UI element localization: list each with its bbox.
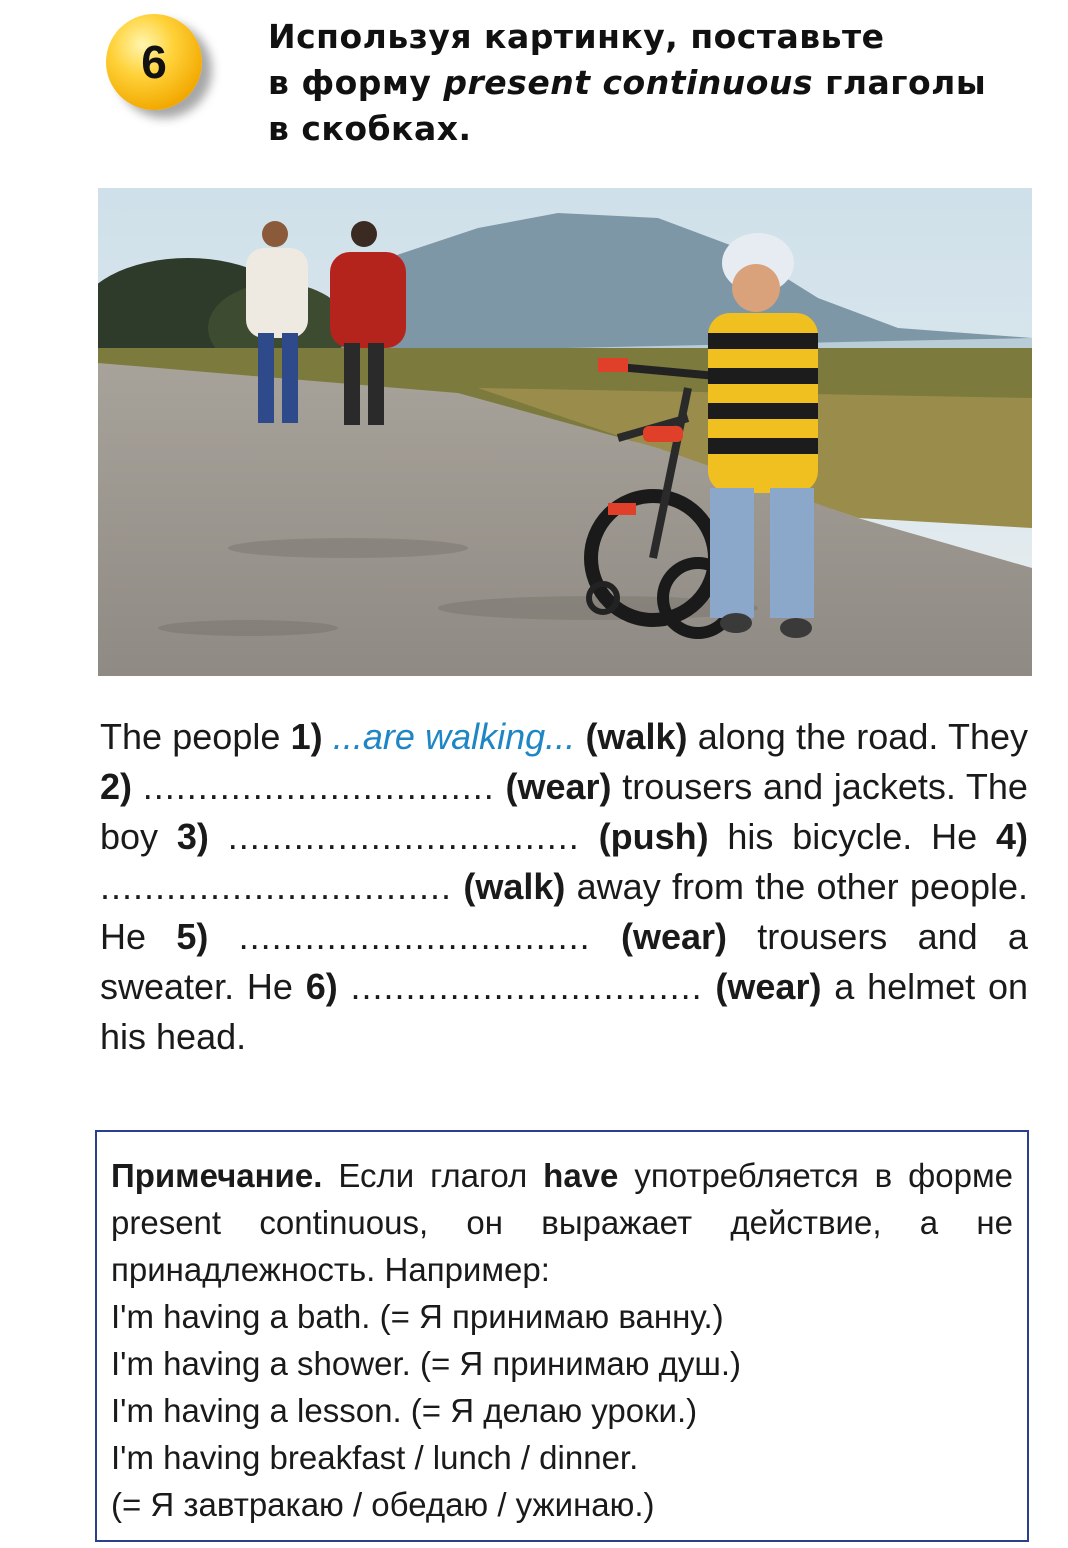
- sentence-text: trousers and jackets. The boy: [100, 766, 1028, 857]
- note-text: употребляется в форме present continuous, он выражает действие, а не принадлежность. Например:: [111, 1157, 1014, 1288]
- answer-blank-4[interactable]: ................................: [100, 866, 453, 907]
- verb-hint-3: (push): [598, 816, 709, 857]
- example-answer: ...are walking...: [332, 716, 576, 757]
- note-example: I'm having a lesson. (= Я делаю уроки.): [111, 1392, 698, 1429]
- sentence-text: They: [947, 716, 1028, 757]
- sentence-text: trousers and a sweater. He: [100, 916, 1028, 1007]
- task-line-2: [268, 60, 1038, 106]
- exercise-number: 6: [141, 36, 167, 88]
- note-example: I'm having a bath. (= Я принимаю ванну.): [111, 1298, 724, 1335]
- answer-blank-6[interactable]: ................................: [350, 966, 703, 1007]
- item-number-4: 4): [995, 816, 1028, 857]
- sentence-text: along the road.: [697, 716, 939, 757]
- verb-hint-6: (wear): [715, 966, 822, 1007]
- task-line-3: в скобках.: [268, 109, 472, 148]
- sentence-text: his bicycle. He: [727, 816, 978, 857]
- task-line-2-post: глаголы: [825, 63, 987, 102]
- verb-hint-1: (walk): [585, 716, 688, 757]
- note-verb: have: [543, 1157, 619, 1194]
- verb-hint-5: (wear): [620, 916, 727, 957]
- item-number-1: 1): [290, 716, 323, 757]
- note-example: (= Я завтракаю / обедаю / ужинаю.): [111, 1486, 655, 1523]
- answer-blank-5[interactable]: ................................: [238, 916, 591, 957]
- sentence-text: The people: [100, 716, 281, 757]
- task-line-2-pre: в форму: [268, 63, 432, 102]
- task-line-1: Используя картинку, поставьте: [268, 17, 885, 56]
- verb-hint-4: (walk): [463, 866, 566, 907]
- exercise-number-badge: [106, 14, 202, 110]
- illustration-photo: [98, 188, 1032, 676]
- note-text: Если глагол: [338, 1157, 528, 1194]
- item-number-2: 2): [100, 766, 133, 807]
- item-number-3: 3): [176, 816, 209, 857]
- note-label: Примечание.: [111, 1157, 323, 1194]
- answer-blank-3[interactable]: ................................: [227, 816, 580, 857]
- verb-hint-2: (wear): [505, 766, 612, 807]
- grammar-note-box: [95, 1130, 1029, 1542]
- task-instruction: [268, 14, 1038, 152]
- answer-blank-2[interactable]: ................................: [142, 766, 495, 807]
- photo-boy-with-bicycle: [98, 188, 1032, 676]
- sentence-text: away from the other people. He: [100, 866, 1028, 957]
- note-example: I'm having a shower. (= Я принимаю душ.): [111, 1345, 742, 1382]
- note-intro: [111, 1152, 1013, 1293]
- exercise-text: [100, 712, 1028, 1062]
- task-tense-name: present continuous: [443, 63, 814, 102]
- item-number-6: 6): [305, 966, 338, 1007]
- sentence-text: a helmet on his head.: [100, 966, 1028, 1057]
- item-number-5: 5): [176, 916, 209, 957]
- note-example: I'm having breakfast / lunch / dinner.: [111, 1439, 639, 1476]
